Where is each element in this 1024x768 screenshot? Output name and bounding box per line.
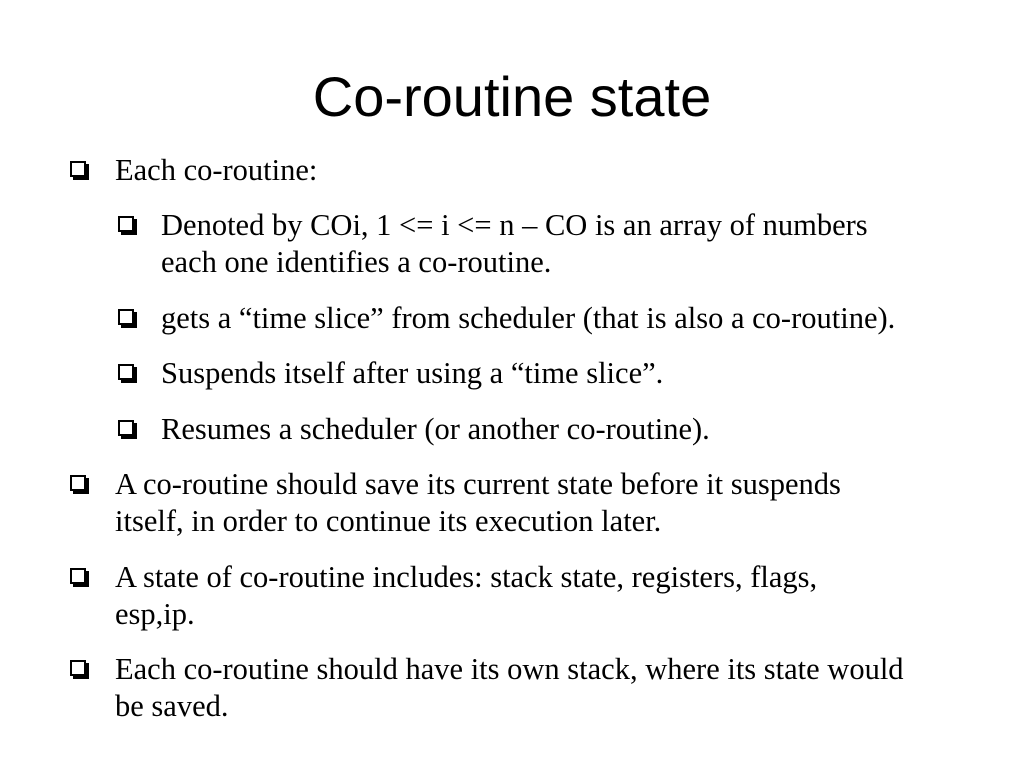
sub-bullet-text-line: Resumes a scheduler (or another co-routine). bbox=[161, 411, 710, 446]
bullet-item bbox=[70, 651, 990, 725]
bullet-item bbox=[70, 559, 990, 633]
sub-bullet-item bbox=[118, 355, 990, 392]
bullet-text-line: A co-routine should save its current state before it suspends bbox=[115, 467, 841, 501]
bullet-item bbox=[70, 152, 990, 448]
sub-bullet-item bbox=[118, 207, 990, 281]
bullet-text-line: A state of co-routine includes: stack state, registers, flags, bbox=[115, 559, 818, 594]
sub-bullet-item bbox=[118, 411, 990, 448]
sub-bullet-item bbox=[118, 300, 990, 337]
sub-bullet-text-line: Suspends itself after using a “time slice”. bbox=[161, 356, 664, 390]
bullet-list bbox=[70, 152, 990, 726]
bullet-item bbox=[70, 466, 990, 540]
shadowed-square-bullet-icon bbox=[70, 161, 86, 177]
bullet-text-line: Each co-routine should have its own stack, where its state would bbox=[115, 652, 904, 686]
shadowed-square-bullet-icon bbox=[70, 568, 86, 584]
sub-bullet-text-line: gets a “time slice” from scheduler (that is also a co-routine). bbox=[161, 300, 896, 335]
sub-bullet-text-line: Denoted by COi, 1 <= i <= n – CO is an array of numbers bbox=[161, 208, 868, 242]
sub-bullet-list bbox=[118, 207, 990, 448]
shadowed-square-bullet-icon bbox=[118, 364, 134, 380]
shadowed-square-bullet-icon bbox=[118, 309, 134, 325]
shadowed-square-bullet-icon bbox=[70, 475, 86, 491]
shadowed-square-bullet-icon bbox=[118, 216, 134, 232]
bullet-text-line: be saved. bbox=[115, 689, 229, 723]
sub-bullet-text-line: each one identifies a co-routine. bbox=[161, 245, 552, 279]
shadowed-square-bullet-icon bbox=[118, 420, 134, 436]
bullet-text-line: esp,ip. bbox=[115, 596, 195, 631]
shadowed-square-bullet-icon bbox=[70, 660, 86, 676]
slide-title: Co-routine state bbox=[312, 65, 712, 128]
bullet-text-line: itself, in order to continue its execution later. bbox=[115, 504, 662, 538]
bullet-text-line: Each co-routine: bbox=[115, 152, 318, 187]
